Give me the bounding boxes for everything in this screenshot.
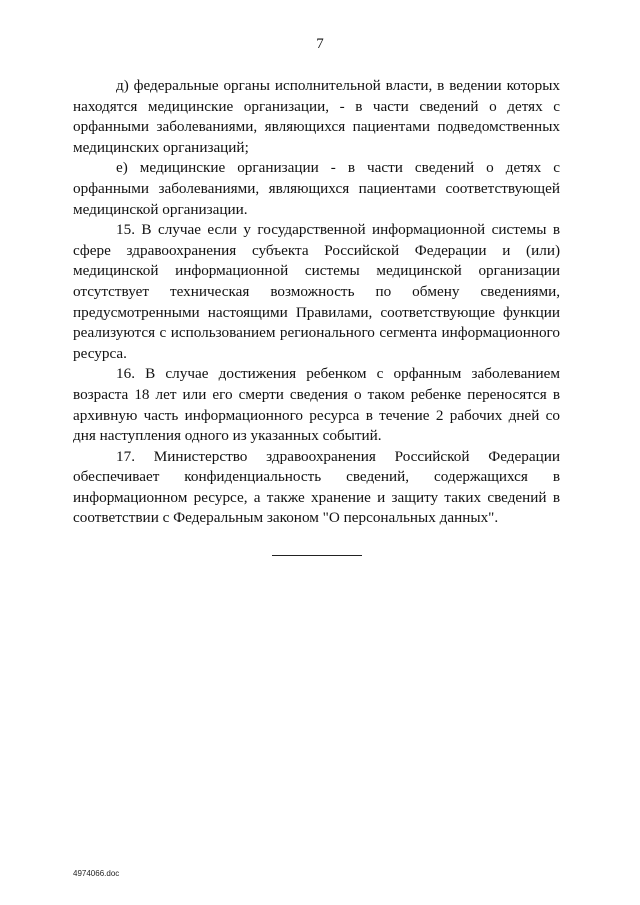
paragraph-17: 17. Министерство здравоохранения Российской Федерации обеспечивает конфиденциальность сведений, содержащихся в информационном ресурсе, а также хранение и защиту таких сведений в соответствии с Федеральным законом "О персональных данных". (73, 447, 560, 527)
document-body (73, 76, 560, 529)
paragraph-d: д) федеральные органы исполнительной власти, в ведении которых находятся медицинские организации, - в части сведений о детях с орфанными заболеваниями, являющихся пациентами подведомственных медицинских организаций; (73, 77, 560, 156)
paragraph-16: 16. В случае достижения ребенком с орфанным заболеванием возраста 18 лет или его смерти сведения о таком ребенке переносятся в архивную часть информационного ресурса в течение 2 рабочих дней со дня наступления одного из указанных событий. (73, 365, 560, 445)
document-file-id: 4974066.doc (73, 869, 120, 878)
paragraph-15: 15. В случае если у государственной информационной системы в сфере здравоохранения субъекта Российской Федерации и (или) медицинской информационной системы медицинской организации отсутствует техническая возможность по обмену сведениями, предусмотренными настоящими Правилами, соответствующие функции реализуются с использованием регионального сегмента информационного ресурса. (73, 221, 560, 362)
paragraph-e: е) медицинские организации - в части сведений о детях с орфанными заболеваниями, являющихся пациентами соответствующей медицинской организации. (73, 159, 560, 218)
page-number: 7 (316, 36, 324, 52)
end-divider-line (272, 555, 362, 556)
